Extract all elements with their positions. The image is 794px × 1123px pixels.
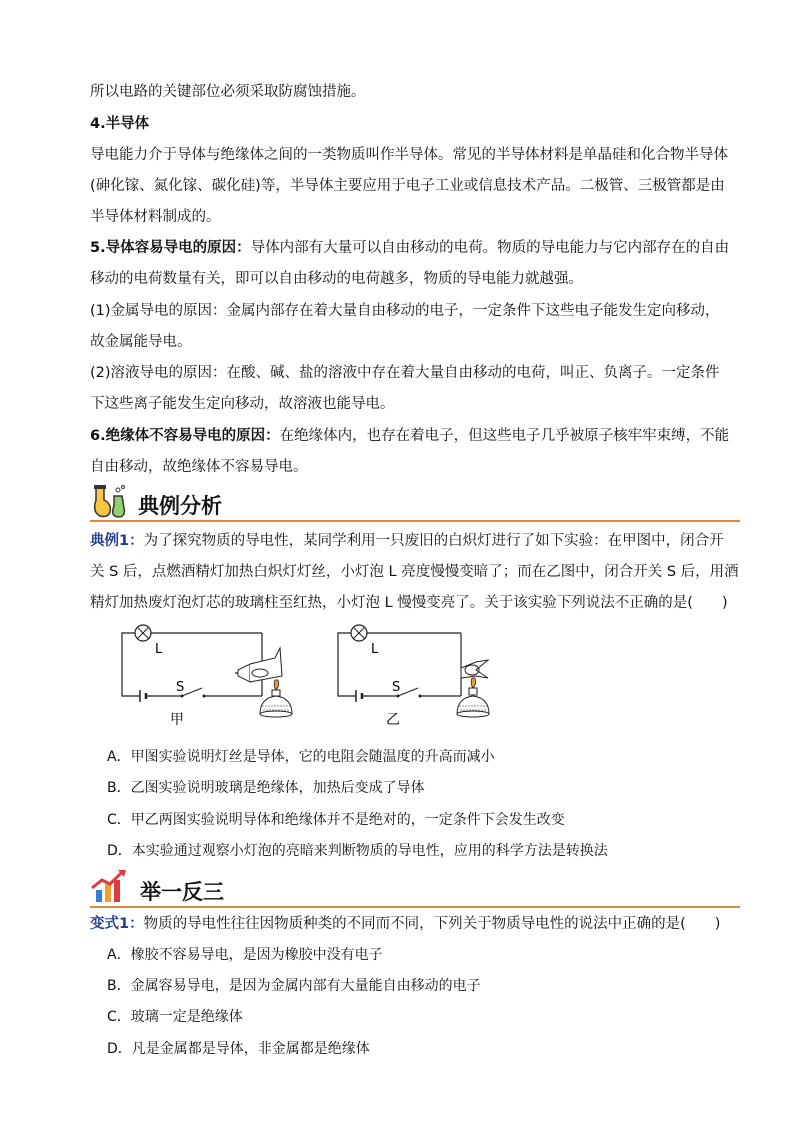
solution-conduction-line-1: (2)溶液导电的原因：在酸、碱、盐的溶液中存在着大量自由移动的电荷，叫正、负离子。一定条件 <box>90 365 720 381</box>
conductor-reason-text: 导体内部有大量可以自由移动的电荷。物质的导电能力与它内部存在的自由 <box>250 240 730 256</box>
switch-label-right: S <box>392 680 401 695</box>
heading-semiconductor: 4.半导体 <box>90 116 150 132</box>
lab-flask-icon <box>90 482 130 520</box>
variant-question-text: 物质的导电性往往因物质种类的不同而不同，下列关于物质导电性的说法中正确的是( ) <box>143 916 721 932</box>
solution-conduction-line-2: 下这些离子能发生定向移动，故溶液也能导电。 <box>90 396 395 412</box>
circuit-right <box>338 625 489 717</box>
section-divider <box>90 520 740 522</box>
caption-right: 乙 <box>386 712 400 728</box>
insulator-reason-line-1 <box>90 426 729 446</box>
option-c: C．甲乙两图实验说明导体和绝缘体并不是绝对的，一定条件下会发生改变 <box>107 812 565 828</box>
switch-label-left: S <box>176 680 185 695</box>
intro-text: 所以电路的关键部位必须采取防腐蚀措施。 <box>90 84 366 100</box>
option-a: A．甲图实验说明灯丝是导体，它的电阻会随温度的升高而减小 <box>107 749 495 765</box>
circuit-diagram <box>110 618 530 738</box>
example-question-line-3: 精灯加热废灯泡灯芯的玻璃柱至红热，小灯泡 L 慢慢变亮了。关于该实验下列说法不正确的是( ) <box>90 595 728 611</box>
variant-option-b: B．金属容易导电，是因为金属内部有大量能自由移动的电子 <box>107 978 481 994</box>
metal-conduction-line-1: (1)金属导电的原因：金属内部存在着大量自由移动的电子，一定条件下这些电子能发生定向移动， <box>90 303 720 319</box>
example-question-line-1 <box>90 531 724 551</box>
circuit-left <box>122 625 292 717</box>
semiconductor-text-1: 导电能力介于导体与绝缘体之间的一类物质叫作半导体。常见的半导体材料是单晶硅和化合物半导体 <box>90 147 728 163</box>
conductor-reason-line-2: 移动的电荷数量有关，即可以自由移动的电荷越多，物质的导电能力就越强。 <box>90 271 583 287</box>
heading-insulator-reason: 6.绝缘体不容易导电的原因： <box>90 428 280 444</box>
lamp-label-right: L <box>371 642 379 657</box>
semiconductor-text-2: (砷化镓、氮化镓、碳化硅)等，半导体主要应用于电子工业或信息技术产品。二极管、三极管都是由 <box>90 178 725 194</box>
insulator-reason-line-2: 自由移动，故绝缘体不容易导电。 <box>90 459 308 475</box>
variant-question <box>90 914 720 934</box>
growth-chart-icon <box>90 868 130 904</box>
example-question-text: 为了探究物质的导电性，某同学利用一只废旧的白炽灯进行了如下实验：在甲图中，闭合开 <box>143 533 724 549</box>
section-title-example: 典例分析 <box>138 493 222 518</box>
caption-left: 甲 <box>170 712 184 728</box>
option-b: B．乙图实验说明玻璃是绝缘体，加热后变成了导体 <box>107 780 425 796</box>
variant-option-a: A．橡胶不容易导电，是因为橡胶中没有电子 <box>107 947 383 963</box>
section-title-variant: 举一反三 <box>140 879 224 904</box>
option-d: D．本实验通过观察小灯泡的亮暗来判断物质的导电性，应用的科学方法是转换法 <box>107 843 608 859</box>
heading-conductor-reason: 5.导体容易导电的原因： <box>90 240 251 256</box>
lamp-label-left: L <box>155 642 163 657</box>
variant-option-d: D．凡是金属都是导体，非金属都是绝缘体 <box>107 1041 370 1057</box>
variant-option-c: C．玻璃一定是绝缘体 <box>107 1009 243 1025</box>
semiconductor-text-3: 半导体材料制成的。 <box>90 209 221 225</box>
metal-conduction-line-2: 故金属能导电。 <box>90 334 192 350</box>
conductor-reason-line-1 <box>90 238 729 258</box>
example-label: 典例1： <box>90 533 144 549</box>
insulator-reason-text: 在绝缘体内，也存在着电子，但这些电子几乎被原子核牢牢束缚，不能 <box>279 428 730 444</box>
variant-label: 变式1： <box>90 916 144 932</box>
section-divider <box>90 906 740 908</box>
example-question-line-2: 关 S 后，点燃酒精灯加热白炽灯灯丝，小灯泡 L 亮度慢慢变暗了；而在乙图中，闭合开关 S 后，用酒 <box>90 564 739 580</box>
